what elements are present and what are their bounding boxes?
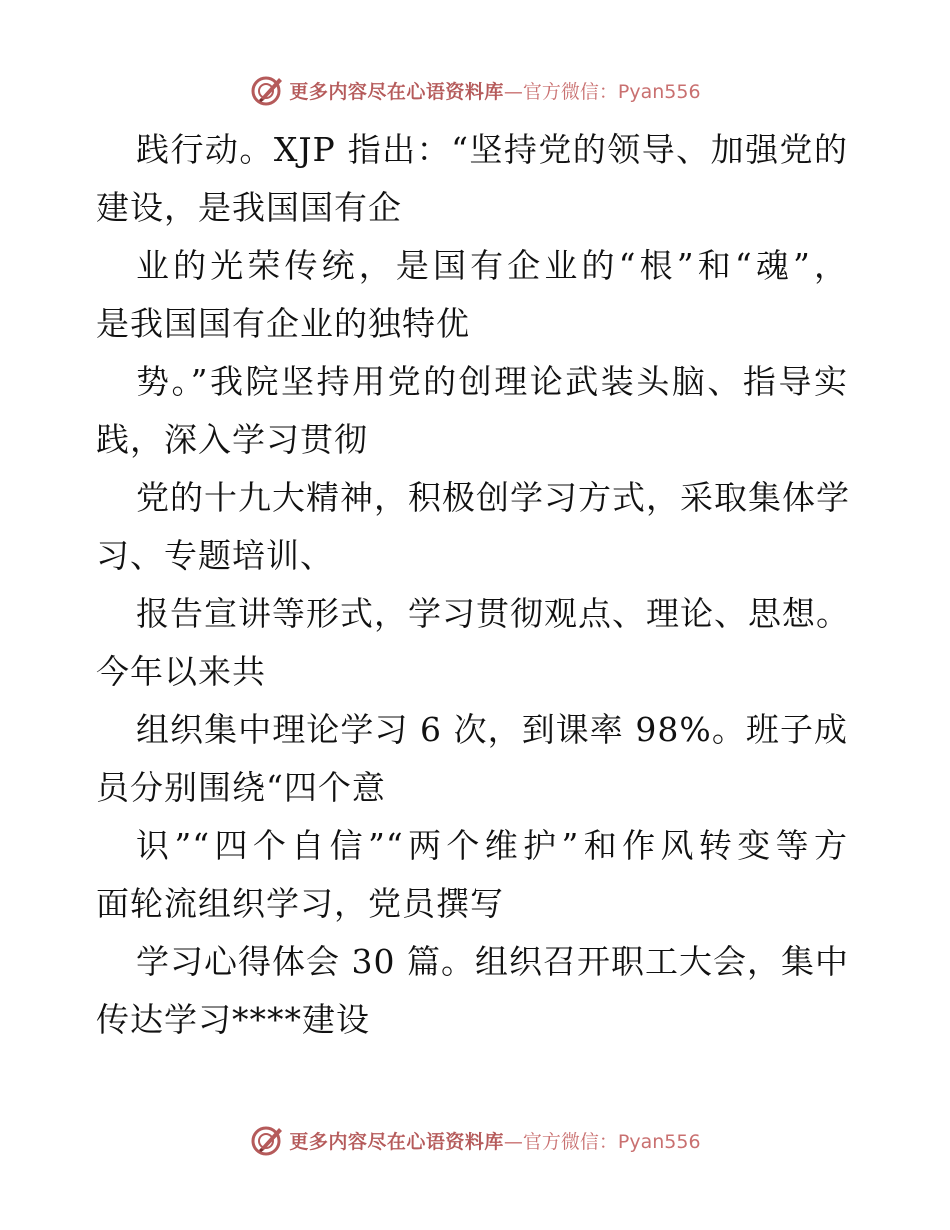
paragraph	[96, 353, 856, 469]
paragraph	[96, 237, 856, 353]
paragraph-line: 员分别围绕“四个意	[96, 768, 386, 807]
paragraph-line: 组织集中理论学习 6 次，到课率 98%。班子成	[136, 710, 848, 749]
paragraph-line: 党的十九大精神，积极创学习方式，采取集体学	[136, 478, 850, 517]
paragraph	[96, 121, 856, 237]
seal-logo-icon	[249, 72, 285, 108]
paragraph-line: 是我国国有企业的独特优	[96, 304, 470, 343]
footer-banner	[0, 1120, 950, 1160]
paragraph-line: 势。”我院坚持用党的创理论武装头脑、指导实	[136, 362, 848, 401]
footer-wechat-text: —官方微信：Pyan556	[503, 1130, 701, 1153]
header-brand-text: 更多内容尽在心语资料库	[289, 80, 504, 103]
paragraph-line: 建设，是我国国有企	[96, 188, 402, 227]
paragraph-line: 今年以来共	[96, 652, 266, 691]
paragraph-line: 识”“四个自信”“两个维护”和作风转变等方	[136, 826, 848, 865]
document-body	[96, 121, 856, 1049]
footer-brand-text: 更多内容尽在心语资料库	[289, 1130, 504, 1153]
paragraph	[96, 585, 856, 701]
seal-logo-icon	[249, 1122, 285, 1158]
paragraph-line: 报告宣讲等形式，学习贯彻观点、理论、思想。	[136, 594, 850, 633]
header-wechat-text: —官方微信：Pyan556	[503, 80, 701, 103]
header-banner	[0, 70, 950, 110]
paragraph-line: 践行动。XJP 指出：“坚持党的领导、加强党的	[136, 130, 848, 169]
paragraph	[96, 469, 856, 585]
paragraph-line: 传达学习****建设	[96, 1000, 370, 1039]
paragraph-line: 践，深入学习贯彻	[96, 420, 368, 459]
paragraph	[96, 817, 856, 933]
paragraph-line: 业的光荣传统，是国有企业的“根”和“魂”，	[136, 246, 848, 285]
paragraph-line: 习、专题培训、	[96, 536, 334, 575]
paragraph	[96, 701, 856, 817]
paragraph-line: 面轮流组织学习，党员撰写	[96, 884, 504, 923]
paragraph	[96, 933, 856, 1049]
paragraph-line: 学习心得体会 30 篇。组织召开职工大会，集中	[136, 942, 849, 981]
